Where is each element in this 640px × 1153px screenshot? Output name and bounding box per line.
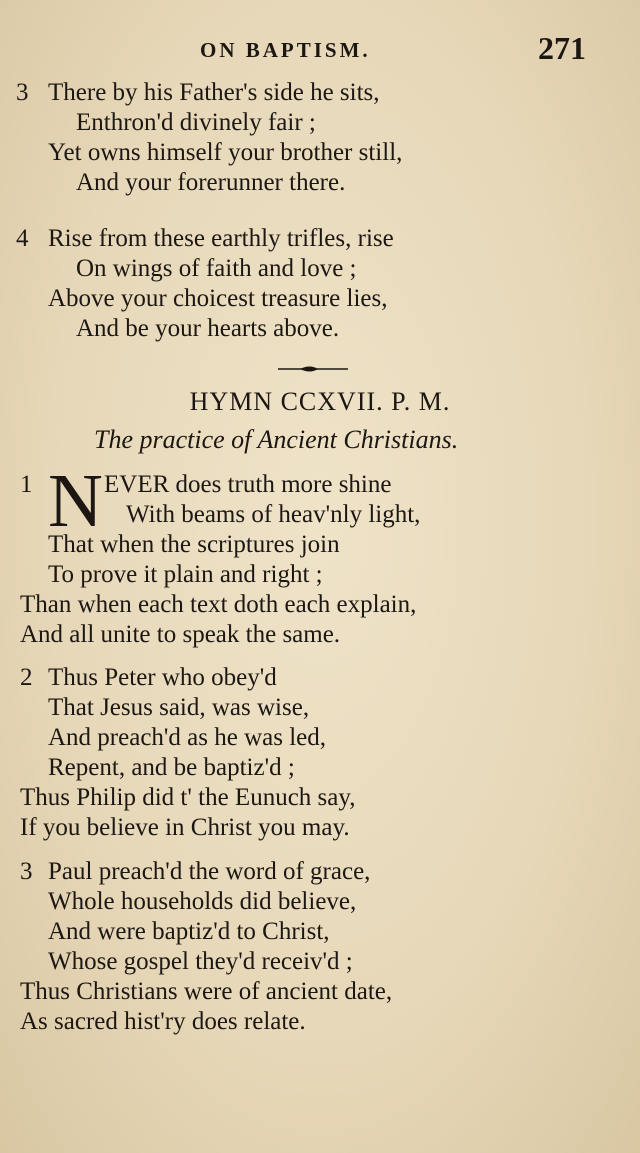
verse-line: And be your hearts above. — [76, 315, 340, 342]
verse-line: Whole households did believe, — [48, 888, 357, 915]
verse-line: Thus Christians were of ancient date, — [20, 978, 393, 1005]
verse-line: Paul preach'd the word of grace, — [48, 858, 371, 885]
verse-line: To prove it plain and right ; — [48, 561, 323, 588]
verse-line: Whose gospel they'd receiv'd ; — [48, 948, 353, 975]
ornamental-rule — [278, 362, 348, 376]
verse-line: That Jesus said, was wise, — [48, 694, 310, 721]
verse-line: And preach'd as he was led, — [48, 724, 327, 751]
drop-cap: N — [48, 459, 103, 543]
verse-first-line — [104, 470, 391, 500]
verse-line: And your forerunner there. — [76, 169, 346, 196]
verse-line: Thus Peter who obey'd — [48, 664, 277, 691]
verse-line: And all unite to speak the same. — [20, 621, 341, 648]
first-word: EVER — [104, 471, 170, 498]
hymn-subtitle: The practice of Ancient Christians. — [94, 425, 459, 454]
verse-number: 2 — [20, 664, 33, 691]
verse-line: Rise from these earthly trifles, rise — [48, 225, 394, 252]
verse-line: If you believe in Christ you may. — [20, 814, 350, 841]
verse-line: Yet owns himself your brother still, — [48, 139, 403, 166]
page-number: 271 — [538, 30, 586, 66]
verse-line: As sacred hist'ry does relate. — [20, 1008, 306, 1035]
first-line-rest: does truth more shine — [169, 471, 392, 498]
verse-number: 1 — [20, 471, 33, 498]
verse-line: On wings of faith and love ; — [76, 255, 357, 282]
running-head: ON BAPTISM. — [200, 38, 371, 62]
hymn-title: HYMN CCXVII. P. M. — [189, 387, 451, 416]
verse-number: 4 — [16, 225, 29, 252]
page-header — [0, 30, 640, 70]
verse-number: 3 — [20, 858, 33, 885]
verse-line: And were baptiz'd to Christ, — [48, 918, 330, 945]
verse-line: There by his Father's side he sits, — [48, 79, 380, 106]
verse-line: With beams of heav'nly light, — [126, 501, 421, 528]
verse-line: Repent, and be baptiz'd ; — [48, 754, 295, 781]
verse-line: Enthron'd divinely fair ; — [76, 109, 316, 136]
verse-line: Thus Philip did t' the Eunuch say, — [20, 784, 356, 811]
verse-line: That when the scriptures join — [48, 531, 340, 558]
verse-line: Than when each text doth each explain, — [20, 591, 417, 618]
verse-line: Above your choicest treasure lies, — [48, 285, 388, 312]
verse-number: 3 — [16, 79, 29, 106]
